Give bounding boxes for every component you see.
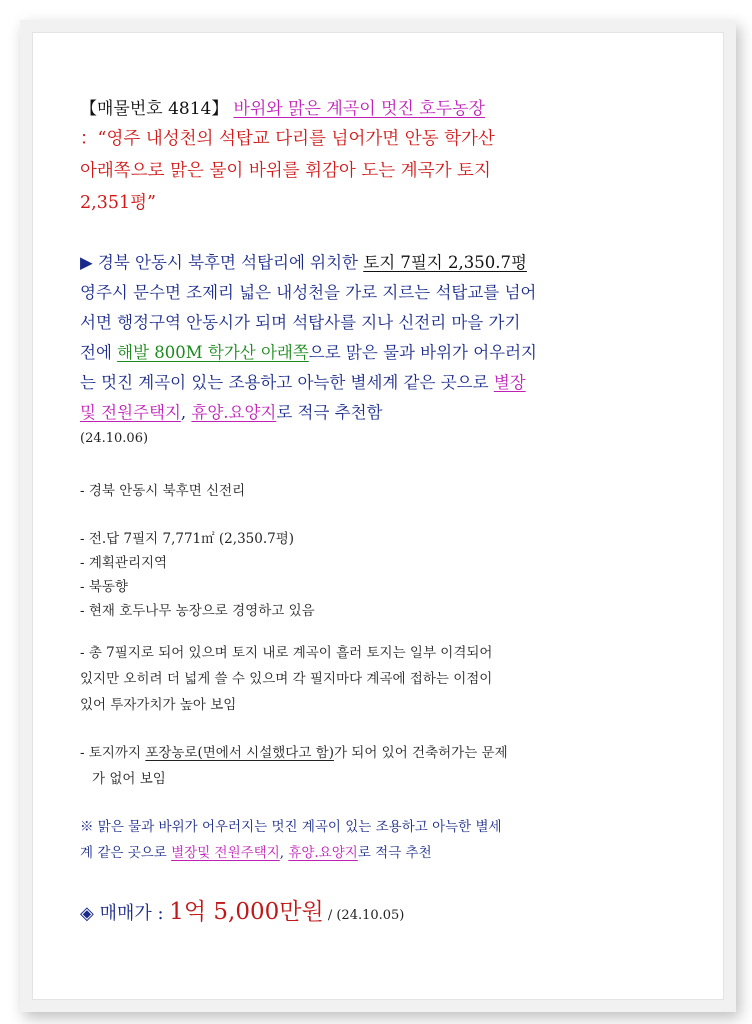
- summary-line-4: [80, 339, 537, 363]
- quote-line-3: 2,351평”: [80, 193, 156, 213]
- listing-headline: 바위와 맑은 계곡이 멋진 호두농장: [233, 99, 485, 119]
- price-value: 1억 5,000만원: [169, 899, 324, 925]
- detail-paragraph-2-line-2: 가 없어 보임: [92, 771, 166, 787]
- summary-line-2: 영주시 문수면 조제리 넓은 내성천을 가로 지르는 석탑교를 넘어: [80, 283, 537, 302]
- detail-zoning: - 계획관리지역: [80, 555, 168, 571]
- detail-location: - 경북 안동시 북후면 신전리: [80, 483, 246, 499]
- note-comma: ,: [279, 845, 289, 861]
- detail-area: - 전.답 7필지 7,771㎡ (2,350.7평): [80, 531, 295, 547]
- price-label: ◈ 매매가 :: [80, 903, 170, 924]
- price-line: [80, 893, 404, 926]
- detail-paragraph-1-line-3: 있어 투자가치가 높아 보임: [80, 697, 237, 713]
- summary-l6-suffix: 로 적극 추천함: [276, 403, 383, 422]
- quote-line-2: 아래쪽으로 맑은 물이 바위를 휘감아 도는 계곡가 토지: [80, 161, 491, 181]
- detail-paragraph-2-line-1: [80, 741, 508, 761]
- note-l2-prefix: 계 같은 곳으로: [80, 845, 172, 861]
- summary-l5-prefix: 는 멋진 계곡이 있는 조용하고 아늑한 별세계 같은 곳으로: [80, 373, 494, 392]
- detail-paved-road: 포장농로(면에서 시설했다고 함): [145, 745, 334, 761]
- detail-p2-prefix: - 토지까지: [80, 745, 146, 761]
- summary-villa-tag: 별장: [493, 373, 526, 392]
- summary-land-size: 토지 7필지 2,350.7평: [363, 253, 527, 272]
- detail-paragraph-1-line-1: - 총 7필지로 되어 있으며 토지 내로 계곡이 흘러 토지는 일부 이격되어: [80, 645, 493, 661]
- note-retreat-tag: 휴양.요양지: [288, 845, 358, 861]
- summary-house-tag: 및 전원주택지: [80, 403, 181, 422]
- summary-comma: ,: [180, 403, 192, 422]
- note-line-2: [80, 841, 432, 861]
- quote-line-1: ：“영주 내성천의 석탑교 다리를 넘어가면 안동 학가산: [80, 129, 495, 149]
- detail-current-use: - 현재 호두나무 농장으로 경영하고 있음: [80, 603, 315, 619]
- listing-number: 【매물번호 4814】: [80, 99, 229, 119]
- detail-direction: - 북동향: [80, 579, 128, 595]
- summary-line-5: [80, 369, 526, 393]
- detail-p2-suffix: 가 되어 있어 건축허가는 문제: [333, 745, 508, 761]
- summary-line-1: [80, 249, 527, 273]
- title-line: [80, 94, 485, 119]
- note-villa-house-tag: 별장및 전원주택지: [171, 845, 280, 861]
- summary-elevation: 해발 800M 학가산 아래쪽: [117, 343, 309, 362]
- price-date: / (24.10.05): [323, 908, 405, 923]
- summary-date: (24.10.06): [80, 431, 149, 446]
- summary-l4-prefix: 전에: [80, 343, 118, 362]
- note-line-1: ※ 맑은 물과 바위가 어우러지는 멋진 계곡이 있는 조용하고 아늑한 별세: [80, 819, 502, 835]
- summary-line-6: [80, 399, 382, 423]
- detail-paragraph-1-line-2: 있지만 오히려 더 넓게 쓸 수 있으며 각 필지마다 계곡에 접하는 이점이: [80, 671, 493, 687]
- summary-l1-prefix: ▶ 경북 안동시 북후면 석탑리에 위치한: [80, 253, 364, 272]
- summary-l4-suffix: 으로 맑은 물과 바위가 어우러지: [308, 343, 537, 362]
- note-l2-suffix: 로 적극 추천: [357, 845, 432, 861]
- summary-retreat-tag: 휴양.요양지: [191, 403, 277, 422]
- summary-line-3: 서면 행정구역 안동시가 되며 석탑사를 지나 신전리 마을 가기: [80, 313, 521, 332]
